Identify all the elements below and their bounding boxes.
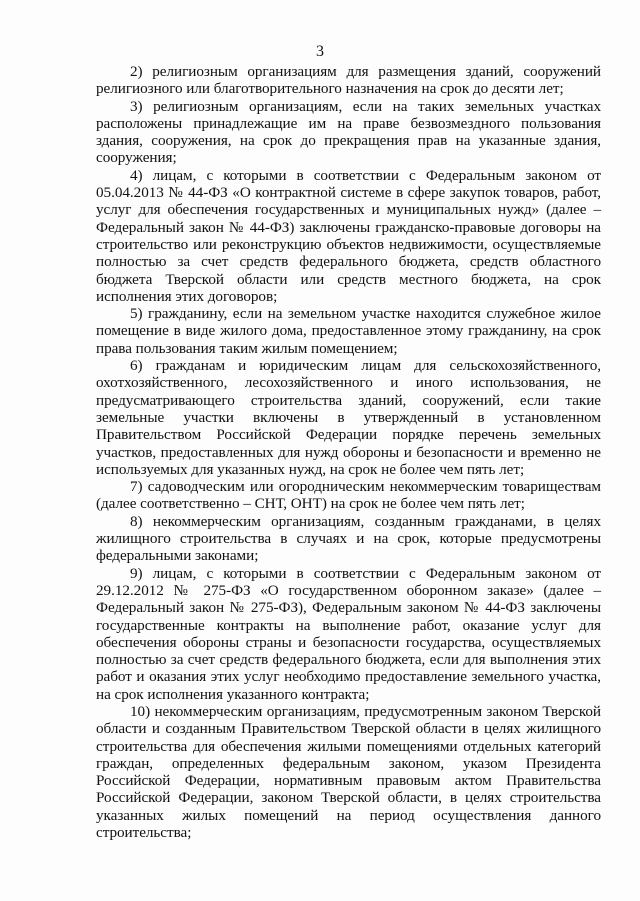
paragraph-item-10: 10) некоммерческим организациям, предусмотренным законом Тверской области и созданным Правительством Тверской области в целях жилищного строительства для обеспечения жилыми помещениями отдельных категорий граждан, определенных федеральным законом, указом Президента Российской Федерации, нормативным правовым актом Правительства Российской Федерации, законом Тверской области, в целях строительства указанных жилых помещений на период осуществления данного строительства;	[96, 702, 601, 842]
paragraph-item-3: 3) религиозным организациям, если на таких земельных участках расположены принадлежащие им на праве безвозмездного пользования здания, сооружения, на срок до прекращения прав на указанные здания, сооружения;	[96, 97, 601, 167]
document-body	[96, 63, 601, 841]
paragraph-item-5: 5) гражданину, если на земельном участке находится служебное жилое помещение в виде жилого дома, предоставленное этому гражданину, на срок права пользования таким жилым помещением;	[96, 305, 601, 357]
paragraph-item-2: 2) религиозным организациям для размещения зданий, сооружений религиозного или благотворительного назначения на срок до десяти лет;	[96, 63, 601, 98]
paragraph-item-6: 6) гражданам и юридическим лицам для сельскохозяйственного, охотхозяйственного, лесохозяйственного и иного использования, не предусматривающего строительства зданий, сооружений, если такие земельные участки включены в утвержденный в установленном Правительством Российской Федерации порядке перечень земельных участков, предоставленных для нужд обороны и безопасности и временно не используемых для указанных нужд, на срок не более чем пять лет;	[96, 357, 601, 478]
page-number: 3	[316, 43, 324, 60]
paragraph-item-4: 4) лицам, с которыми в соответствии с Федеральным законом от 05.04.2013 № 44-ФЗ «О контрактной системе в сфере закупок товаров, работ, услуг для обеспечения государственных и муниципальных нужд» (далее – Федеральный закон № 44-ФЗ) заключены гражданско-правовые договоры на строительство или реконструкцию объектов недвижимости, осуществляемые полностью за счет средств федерального бюджета, средств областного бюджета Тверской области или средств местного бюджета, на срок исполнения этих договоров;	[96, 166, 601, 305]
paragraph-item-9: 9) лицам, с которыми в соответствии с Федеральным законом от 29.12.2012 № 275-ФЗ «О государственном оборонном заказе» (далее – Федеральный закон № 275-ФЗ), Федеральным законом № 44-ФЗ заключены государственные контракты на выполнение работ, оказание услуг для обеспечения обороны страны и безопасности государства, осуществляемых полностью за счет средств федерального бюджета, если для выполнения этих работ и оказания этих услуг необходимо предоставление земельного участка, на срок исполнения указанного контракта;	[96, 564, 601, 703]
paragraph-item-8: 8) некоммерческим организациям, созданным гражданами, в целях жилищного строительства в случаях и на срок, которые предусмотрены федеральными законами;	[96, 512, 601, 565]
paragraph-item-7: 7) садоводческим или огородническим некоммерческим товариществам (далее соответственно – СНТ, ОНТ) на срок не более чем пять лет;	[96, 478, 601, 513]
